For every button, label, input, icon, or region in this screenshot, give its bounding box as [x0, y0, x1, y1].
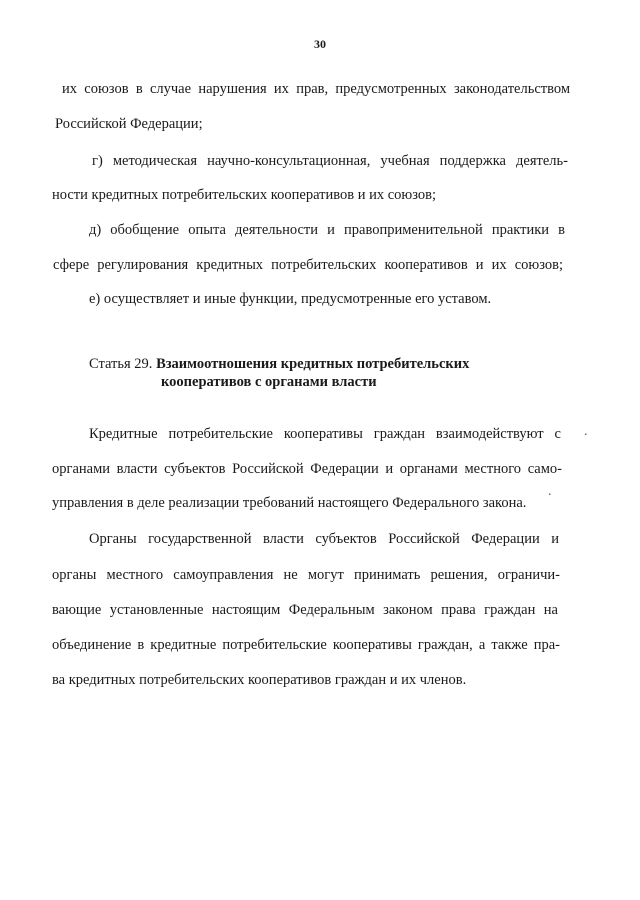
paragraph-line: вающие установленные настоящим Федеральным законом права граждан на — [52, 602, 558, 618]
list-item-d: д) обобщение опыта деятельности и правоприменительной практики в — [89, 222, 565, 238]
list-item-g: г) методическая научно-консультационная, учебная поддержка деятель- — [92, 153, 568, 169]
text-line: их союзов в случае нарушения их прав, предусмотренных законодательством — [62, 81, 570, 97]
article-title-line2: кооперативов с органами власти — [161, 374, 377, 390]
article-label: Статья 29. — [89, 356, 153, 372]
article-title-line1: Взаимоотношения кредитных потребительских — [156, 356, 470, 372]
page-number: 30 — [314, 37, 326, 51]
paragraph-line: Органы государственной власти субъектов Российской Федерации и — [89, 531, 559, 547]
article-heading — [89, 355, 469, 373]
article-title-continuation — [161, 373, 377, 391]
paragraph-line: ва кредитных потребительских кооперативов граждан и их членов. — [52, 672, 467, 688]
scan-mark: . — [584, 424, 588, 439]
paragraph-line: управления в деле реализации требований настоящего Федерального закона. — [52, 495, 527, 511]
paragraph-line: органами власти субъектов Российской Федерации и органами местного само- — [52, 461, 562, 477]
list-item-e: е) осуществляет и иные функции, предусмотренные его уставом. — [89, 291, 492, 307]
text-line: Российской Федерации; — [55, 116, 203, 132]
paragraph-line: объединение в кредитные потребительские кооперативы граждан, а также пра- — [52, 637, 560, 653]
paragraph-line: Кредитные потребительские кооперативы граждан взаимодействуют с — [89, 426, 561, 442]
scan-mark: . — [548, 484, 552, 499]
text-line: сфере регулирования кредитных потребительских кооперативов и их союзов; — [53, 257, 563, 273]
text-line: ности кредитных потребительских кооперативов и их союзов; — [52, 187, 436, 203]
paragraph-line: органы местного самоуправления не могут принимать решения, ограничи- — [52, 567, 560, 583]
